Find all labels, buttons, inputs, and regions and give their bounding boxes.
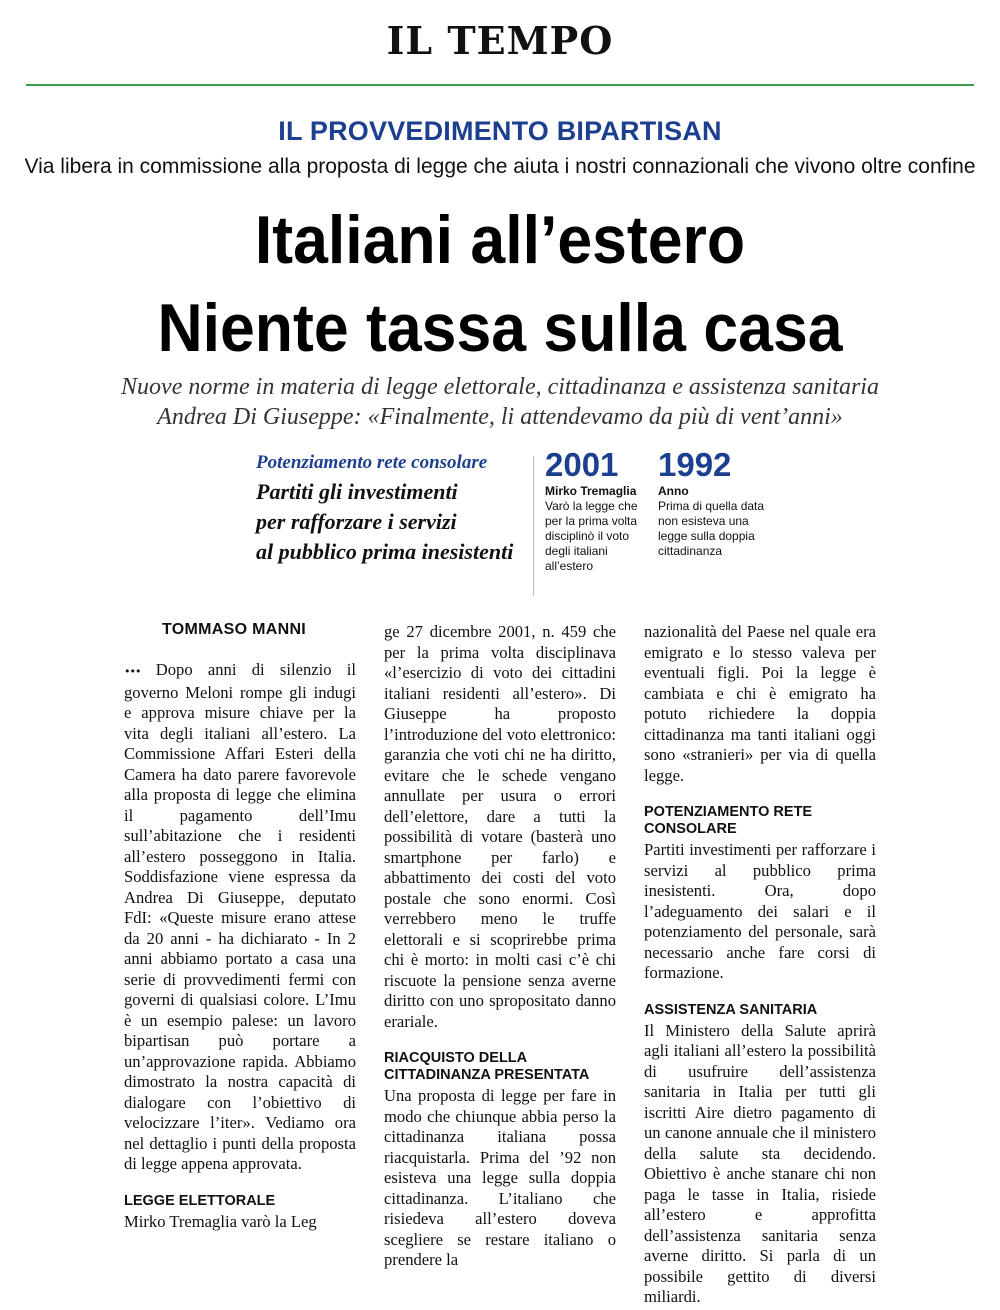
bullet-icon: ••• [124,665,141,678]
byline: TOMMASO MANNI [162,621,307,638]
article-column-2 [384,622,616,1271]
stat-block-1992 [658,446,768,559]
article-column-1 [124,620,356,1232]
highlight-box-title: Potenziamento rete consolare [256,452,488,473]
stat-description: Prima di quella data non esisteva una legge sulla doppia cittadinanza [658,499,765,558]
section-heading-rete-consolare: POTENZIAMENTO RETE CONSOLARE [644,804,813,837]
section-text-cittadinanza-cont: nazionalità del Paese nel quale era emigrato e lo stesso valeva per eventuali figli. Poi la legge è cambiata e chi è emigrato ha potuto richiedere la doppia cittadinanza ma tanti italiani oggi sono «stranieri» per via di quella legge. [644,622,876,785]
stat-block-2001 [545,446,653,574]
highlight-box-line: per rafforzare i servizi [256,509,457,534]
masthead-divider [26,84,974,86]
deck-line-2: Andrea Di Giuseppe: «Finalmente, li attendevamo da più di vent’anni» [157,404,843,430]
article-intro [124,660,356,1175]
stat-year: 2001 [545,446,619,483]
article-intro-text: Dopo anni di silenzio il governo Meloni rompe gli indugi e approva misure chiave per la vita degli italiani all’estero. La Commissione Affari Esteri della Camera ha dato parere favorevole alla proposta di legge che elimina il pagamento dell’Imu sull’abitazione che i residenti all’estero posseggono in Italia. Soddisfazione viene espressa da Andrea Di Giuseppe, deputato FdI: «Queste misure erano attese da 20 anni - ha dichiarato - In 2 anni abbiamo portato a casa una serie di provvedimenti fermi con governi di qualsiasi colore. L’Imu è un esempio palese: un lavoro bipartisan può portare a un’approvazione rapida. Abbiamo dimostrato la nostra capacità di dialogare con l’obiettivo di velocizzare l’iter». Vediamo ora nel dettaglio i punti della proposta di legge appena approvata. [124,660,357,1173]
stat-label: Mirko Tremaglia [545,484,637,498]
headline-line-2: Niente tassa sulla casa [157,290,843,366]
article-column-3 [644,622,876,1308]
stat-description: Varò la legge che per la prima volta disciplinò il voto degli italiani all’estero [545,499,638,573]
subkicker: Via libera in commissione alla proposta di legge che aiuta i nostri connazionali che vivono oltre confine [24,155,976,178]
section-heading-cittadinanza: RIACQUISTO DELLA CITTADINANZA PRESENTATA [384,1050,590,1083]
highlight-box-line: Partiti gli investimenti [256,479,458,504]
section-text-legge-elettorale-cont: ge 27 dicembre 2001, n. 459 che per la prima volta disciplinava «l’esercizio di voto dei cittadini italiani residenti all’estero». Di Giuseppe ha proposto l’introduzione del voto elettronico: garanzia che voti chi ne ha diritto, evitare che le schede vengano annullate per usura o errori dell’elettore, dare a tutti la possibilità di votare (basterà uno smartphone per farlo) e abbattimento dei costi del voto postale che sono enormi. Così verrebbero meno le truffe elettorali e si scoprirebbe prima chi è morto: in molti casi c’è chi riscuote la pensione senza averne diritto con uno spropositato danno erariale. [384,622,616,1031]
section-text-assistenza-sanitaria: Il Ministero della Salute aprirà agli italiani all’estero la possibilità di usufruire dell’assistenza sanitaria in Italia per tutti gli iscritti Aire dietro pagamento di un canone annuale che il ministero della salute sta decidendo. Obiettivo è anche stanare chi non paga le tasse in Italia, risiede all’estero e approfitta dell’assistenza sanitaria senza averne diritto. Si parla di un possibile gettito di diversi miliardi. [644,1020,876,1306]
headline-line-1: Italiani all’estero [254,202,746,278]
stat-year: 1992 [658,446,732,483]
stat-divider [533,456,534,596]
section-heading-legge-elettorale: LEGGE ELETTORALE [124,1192,276,1209]
section-text-cittadinanza: Una proposta di legge per fare in modo che chiunque abbia perso la cittadinanza italiana possa riacquistarla. Prima del ’92 non esisteva una legge sulla doppia cittadinanza. L’italiano che risiedeva all’estero doveva scegliere se restare italiano o prendere la [384,1086,616,1269]
highlight-box-line: al pubblico prima inesistenti [256,539,514,564]
kicker: IL PROVVEDIMENTO BIPARTISAN [278,116,722,146]
stat-label: Anno [658,484,689,498]
deck-line-1: Nuove norme in materia di legge elettorale, cittadinanza e assistenza sanitaria [121,374,879,400]
section-text-legge-elettorale: Mirko Tremaglia varò la Leg [124,1211,317,1231]
section-heading-assistenza-sanitaria: ASSISTENZA SANITARIA [644,1001,818,1018]
section-text-rete-consolare: Partiti investimenti per rafforzare i servizi al pubblico prima inesistenti. Ora, dopo l’adeguamento dei salari e il potenziamento del personale, sarà necessario anche fare corsi di formazione. [644,840,876,982]
masthead-logo: IL TEMPO [386,18,614,63]
